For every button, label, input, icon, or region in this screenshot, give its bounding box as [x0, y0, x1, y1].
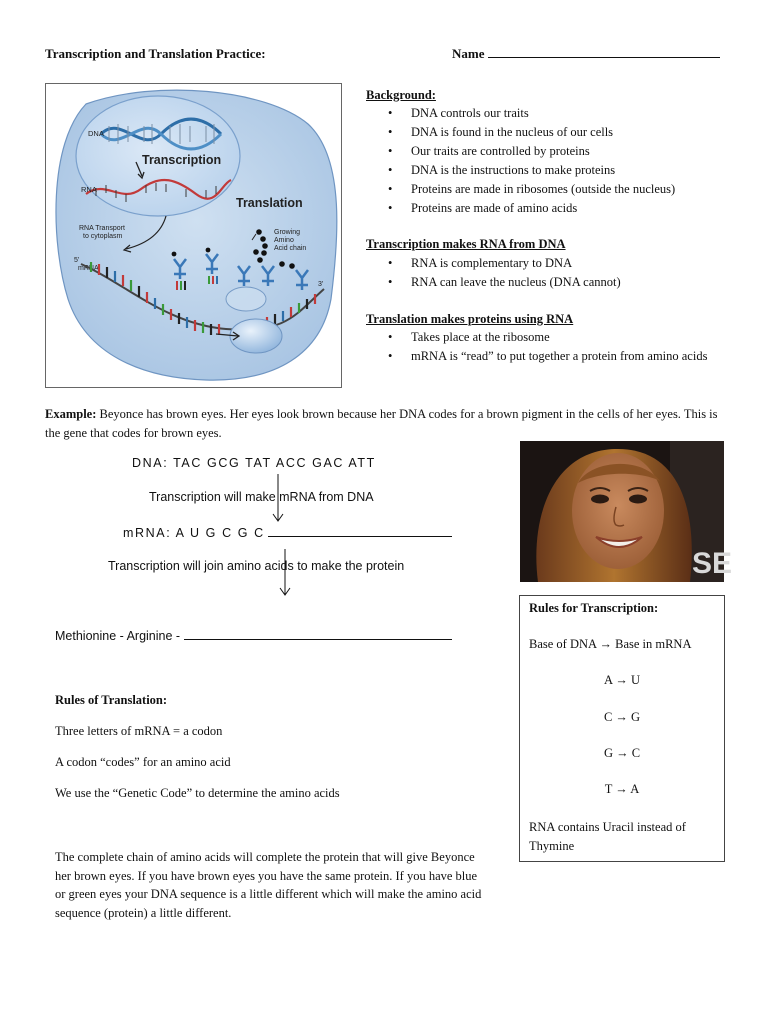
list-item: • DNA is the instructions to make proteins	[366, 161, 736, 180]
label-transcription: Transcription	[142, 153, 222, 167]
mrna-prefix: mRNA: A U G C G C	[123, 526, 265, 540]
transcription-list	[366, 254, 736, 292]
protein-answer-blank[interactable]	[184, 628, 452, 640]
down-arrow-2	[277, 549, 293, 599]
background-list	[366, 104, 736, 218]
name-blank-line[interactable]	[488, 46, 720, 58]
list-item: • DNA is found in the nucleus of our cells	[366, 123, 736, 142]
rule-line: Three letters of mRNA = a codon	[55, 724, 223, 738]
label-five-prime: 5'	[74, 257, 80, 264]
portrait-photo	[520, 441, 733, 582]
example-label: Example:	[45, 407, 97, 421]
label-rna: RNA	[81, 185, 97, 194]
background-heading: Background:	[366, 88, 436, 102]
list-item: • Takes place at the ribosome	[366, 328, 716, 347]
backdrop-text: SE	[692, 547, 733, 580]
label-acid-chain: Acid chain	[274, 245, 307, 252]
list-item: • Proteins are made in ribosomes (outside the nucleus)	[366, 180, 736, 199]
mrna-answer-blank[interactable]	[268, 525, 452, 537]
down-arrow-1	[270, 474, 286, 524]
label-to-cytoplasm: to cytoplasm	[83, 233, 123, 240]
list-item: • Our traits are controlled by proteins	[366, 142, 736, 161]
example-text: Beyonce has brown eyes. Her eyes look brown because her DNA codes for a brown pigment in the cells of her eyes. This is the gene that codes for brown eyes.	[45, 407, 718, 440]
rule-line: A codon “codes” for an amino acid	[55, 755, 231, 769]
rule-line: We use the “Genetic Code” to determine the amino acids	[55, 786, 340, 800]
rules-translation-heading: Rules of Translation:	[55, 693, 168, 707]
worksheet-title: Transcription and Translation Practice:	[45, 46, 266, 61]
list-item: • mRNA is “read” to put together a protein from amino acids	[366, 347, 716, 366]
translation-note: Transcription will join amino acids to make the protein	[108, 559, 405, 573]
label-amino: Amino	[274, 237, 294, 244]
name-label: Name	[452, 46, 485, 61]
rules-transcription-heading: Rules for Transcription:	[529, 601, 659, 615]
base-pair-row: C → G	[603, 710, 641, 724]
list-item: • DNA controls our traits	[366, 104, 736, 123]
rules-transcription-box	[519, 595, 725, 862]
label-translation: Translation	[236, 196, 303, 210]
conclusion-paragraph: The complete chain of amino acids will complete the protein that will give Beyonce her brown eyes. If you have brown eyes you have the same protein. If you have blue or green eyes your DNA sequence is a little different which will make the amino acid sequence (protein) a little different.	[55, 850, 482, 920]
name-field[interactable]	[452, 46, 720, 62]
label-three-prime: 3'	[318, 281, 324, 288]
dna-sequence: DNA: TAC GCG TAT ACC GAC ATT	[132, 456, 376, 470]
base-pair-row: G → C	[603, 746, 641, 760]
list-item: • Proteins are made of amino acids	[366, 199, 736, 218]
base-pair-row: A → U	[603, 673, 641, 687]
uracil-note: RNA contains Uracil instead of Thymine	[529, 820, 686, 853]
translation-list	[366, 328, 716, 366]
translation-heading: Translation makes proteins using RNA	[366, 312, 574, 326]
transcription-heading: Transcription makes RNA from DNA	[366, 237, 566, 251]
label-growing: Growing	[274, 229, 301, 236]
base-pair-row: T → A	[604, 782, 640, 796]
protein-line[interactable]	[55, 628, 452, 643]
portrait-image	[520, 441, 733, 582]
mrna-line[interactable]	[123, 525, 452, 540]
list-item: • RNA can leave the nucleus (DNA cannot)	[366, 273, 736, 292]
label-dna: DNA	[88, 129, 104, 138]
cell-illustration	[46, 84, 341, 387]
label-rna-transport: RNA Transport	[79, 225, 125, 232]
list-item: • RNA is complementary to DNA	[366, 254, 736, 273]
label-mrna: mRNA	[78, 265, 99, 272]
protein-prefix: Methionine - Arginine -	[55, 629, 181, 643]
example-paragraph	[45, 405, 730, 443]
transcription-translation-diagram	[45, 83, 342, 388]
rules-header-row: Base of DNA → Base in mRNA	[529, 637, 692, 651]
transcription-note: Transcription will make mRNA from DNA	[149, 490, 374, 504]
